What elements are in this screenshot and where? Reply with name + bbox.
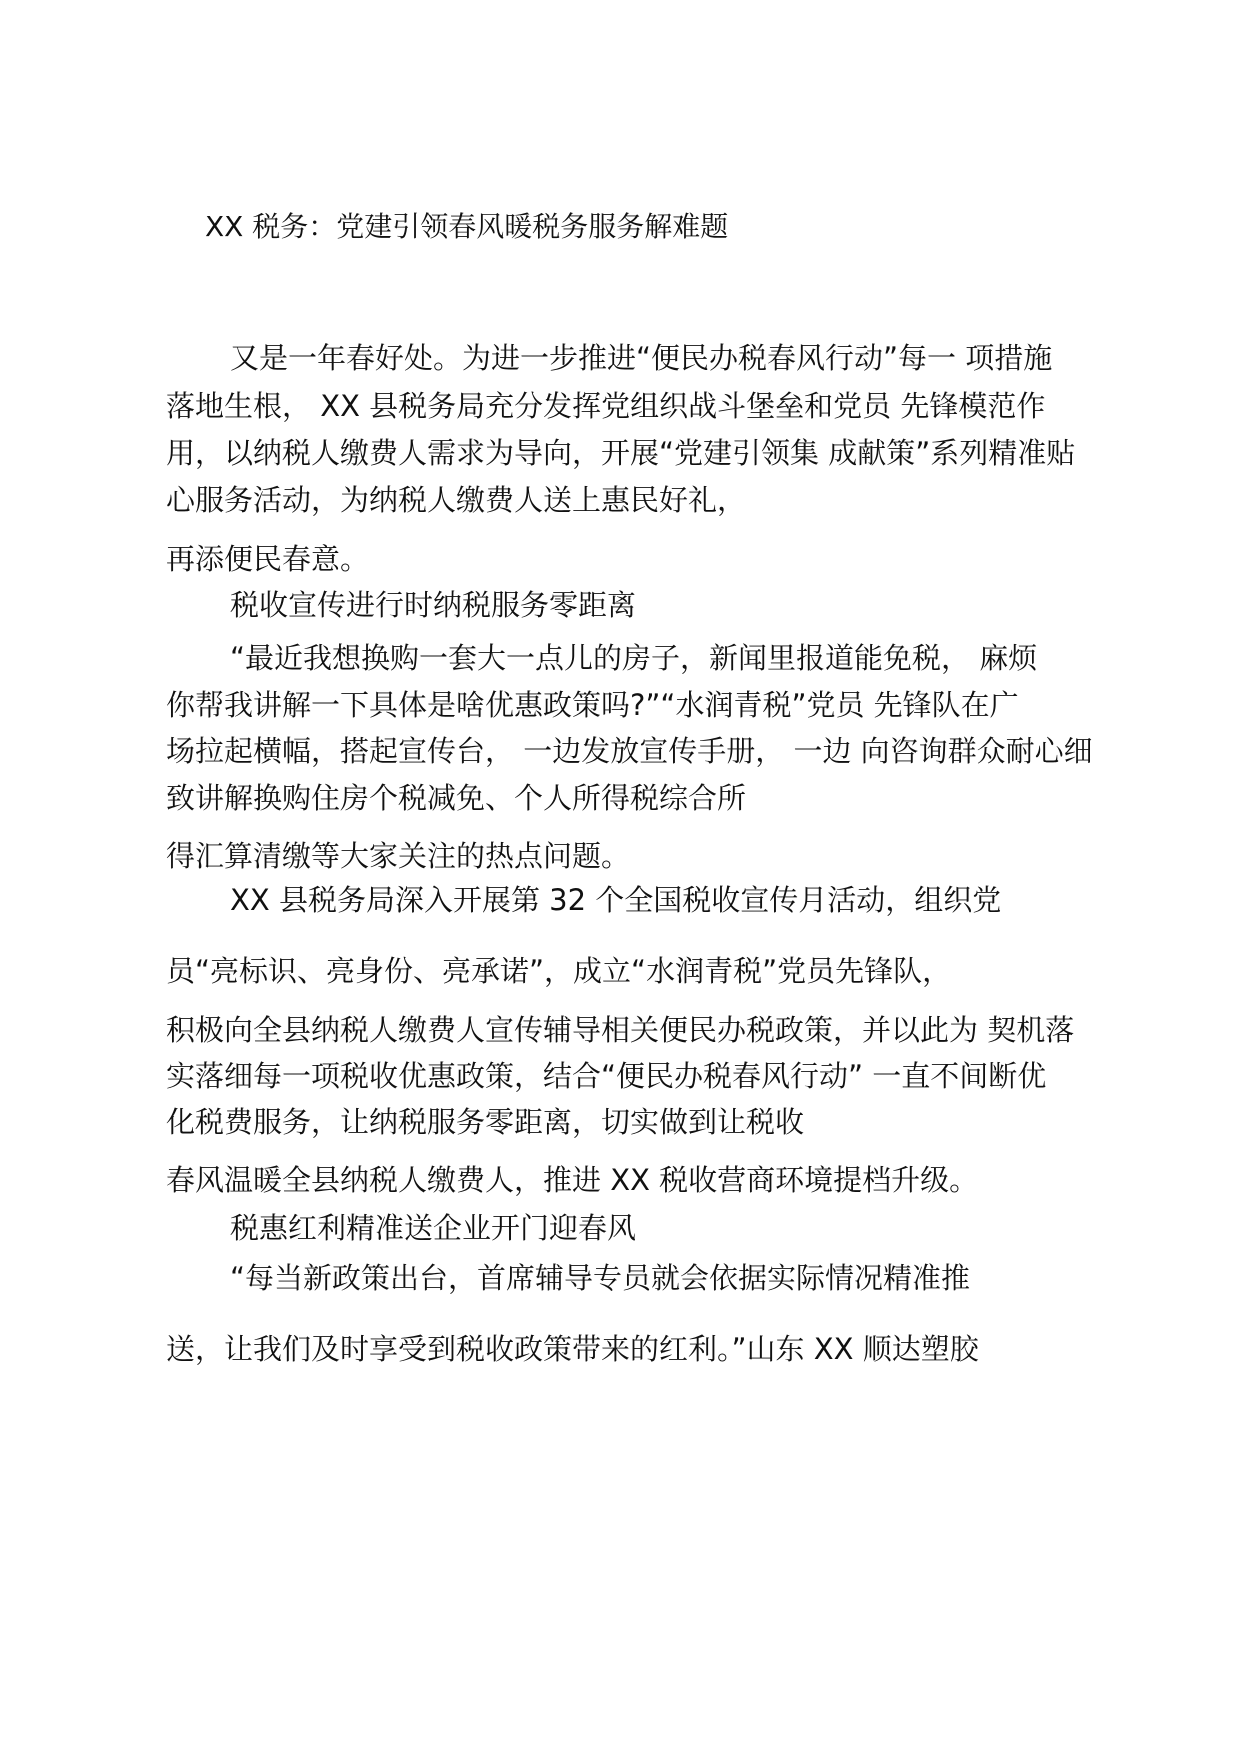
paragraph-line: 你帮我讲解一下具体是啥优惠政策吗?”“水润青税”党员 先锋队在广 <box>166 688 1019 722</box>
document-title: XX 税务：党建引领春风暖税务服务解难题 <box>205 210 729 243</box>
paragraph-line: 用，以纳税人缴费人需求为导向，开展“党建引领集 成献策”系列精准贴 <box>166 436 1076 470</box>
paragraph-line: 场拉起横幅，搭起宣传台， 一边发放宣传手册， 一边 向咨询群众耐心细 <box>166 734 1093 768</box>
paragraph-line: 员“亮标识、亮身份、亮承诺”，成立“水润青税”党员先锋队， <box>166 954 952 988</box>
paragraph-line: 再添便民春意。 <box>166 542 370 576</box>
section-heading: 税惠红利精准送企业开门迎春风 <box>230 1211 637 1245</box>
paragraph-line: 得汇算清缴等大家关注的热点问题。 <box>166 839 631 873</box>
paragraph-line: 送，让我们及时享受到税收政策带来的红利。”山东 XX 顺达塑胶 <box>166 1332 979 1366</box>
paragraph-line: 又是一年春好处。为进一步推进“便民办税春风行动”每一 项措施 <box>230 341 1053 375</box>
paragraph-line: 实落细每一项税收优惠政策，结合“便民办税春风行动” 一直不间断优 <box>166 1059 1047 1093</box>
paragraph-line: 落地生根， XX 县税务局充分发挥党组织战斗堡垒和党员 先锋模范作 <box>166 389 1046 423</box>
section-heading: 税收宣传进行时纳税服务零距离 <box>230 588 637 622</box>
paragraph-line: XX 县税务局深入开展第 32 个全国税收宣传月活动，组织党 <box>230 883 1002 917</box>
paragraph-line: “最近我想换购一套大一点儿的房子，新闻里报道能免税， 麻烦 <box>230 641 1038 675</box>
paragraph-line: 化税费服务，让纳税服务零距离，切实做到让税收 <box>166 1105 805 1139</box>
paragraph-line: 致讲解换购住房个税减免、个人所得税综合所 <box>166 781 747 815</box>
paragraph-line: 积极向全县纳税人缴费人宣传辅导相关便民办税政策，并以此为 契机落 <box>166 1013 1075 1047</box>
paragraph-line: 春风温暖全县纳税人缴费人，推进 XX 税收营商环境提档升级。 <box>166 1163 979 1197</box>
paragraph-line: “每当新政策出台，首席辅导专员就会依据实际情况精准推 <box>230 1261 971 1295</box>
paragraph-line: 心服务活动，为纳税人缴费人送上惠民好礼， <box>166 483 747 517</box>
